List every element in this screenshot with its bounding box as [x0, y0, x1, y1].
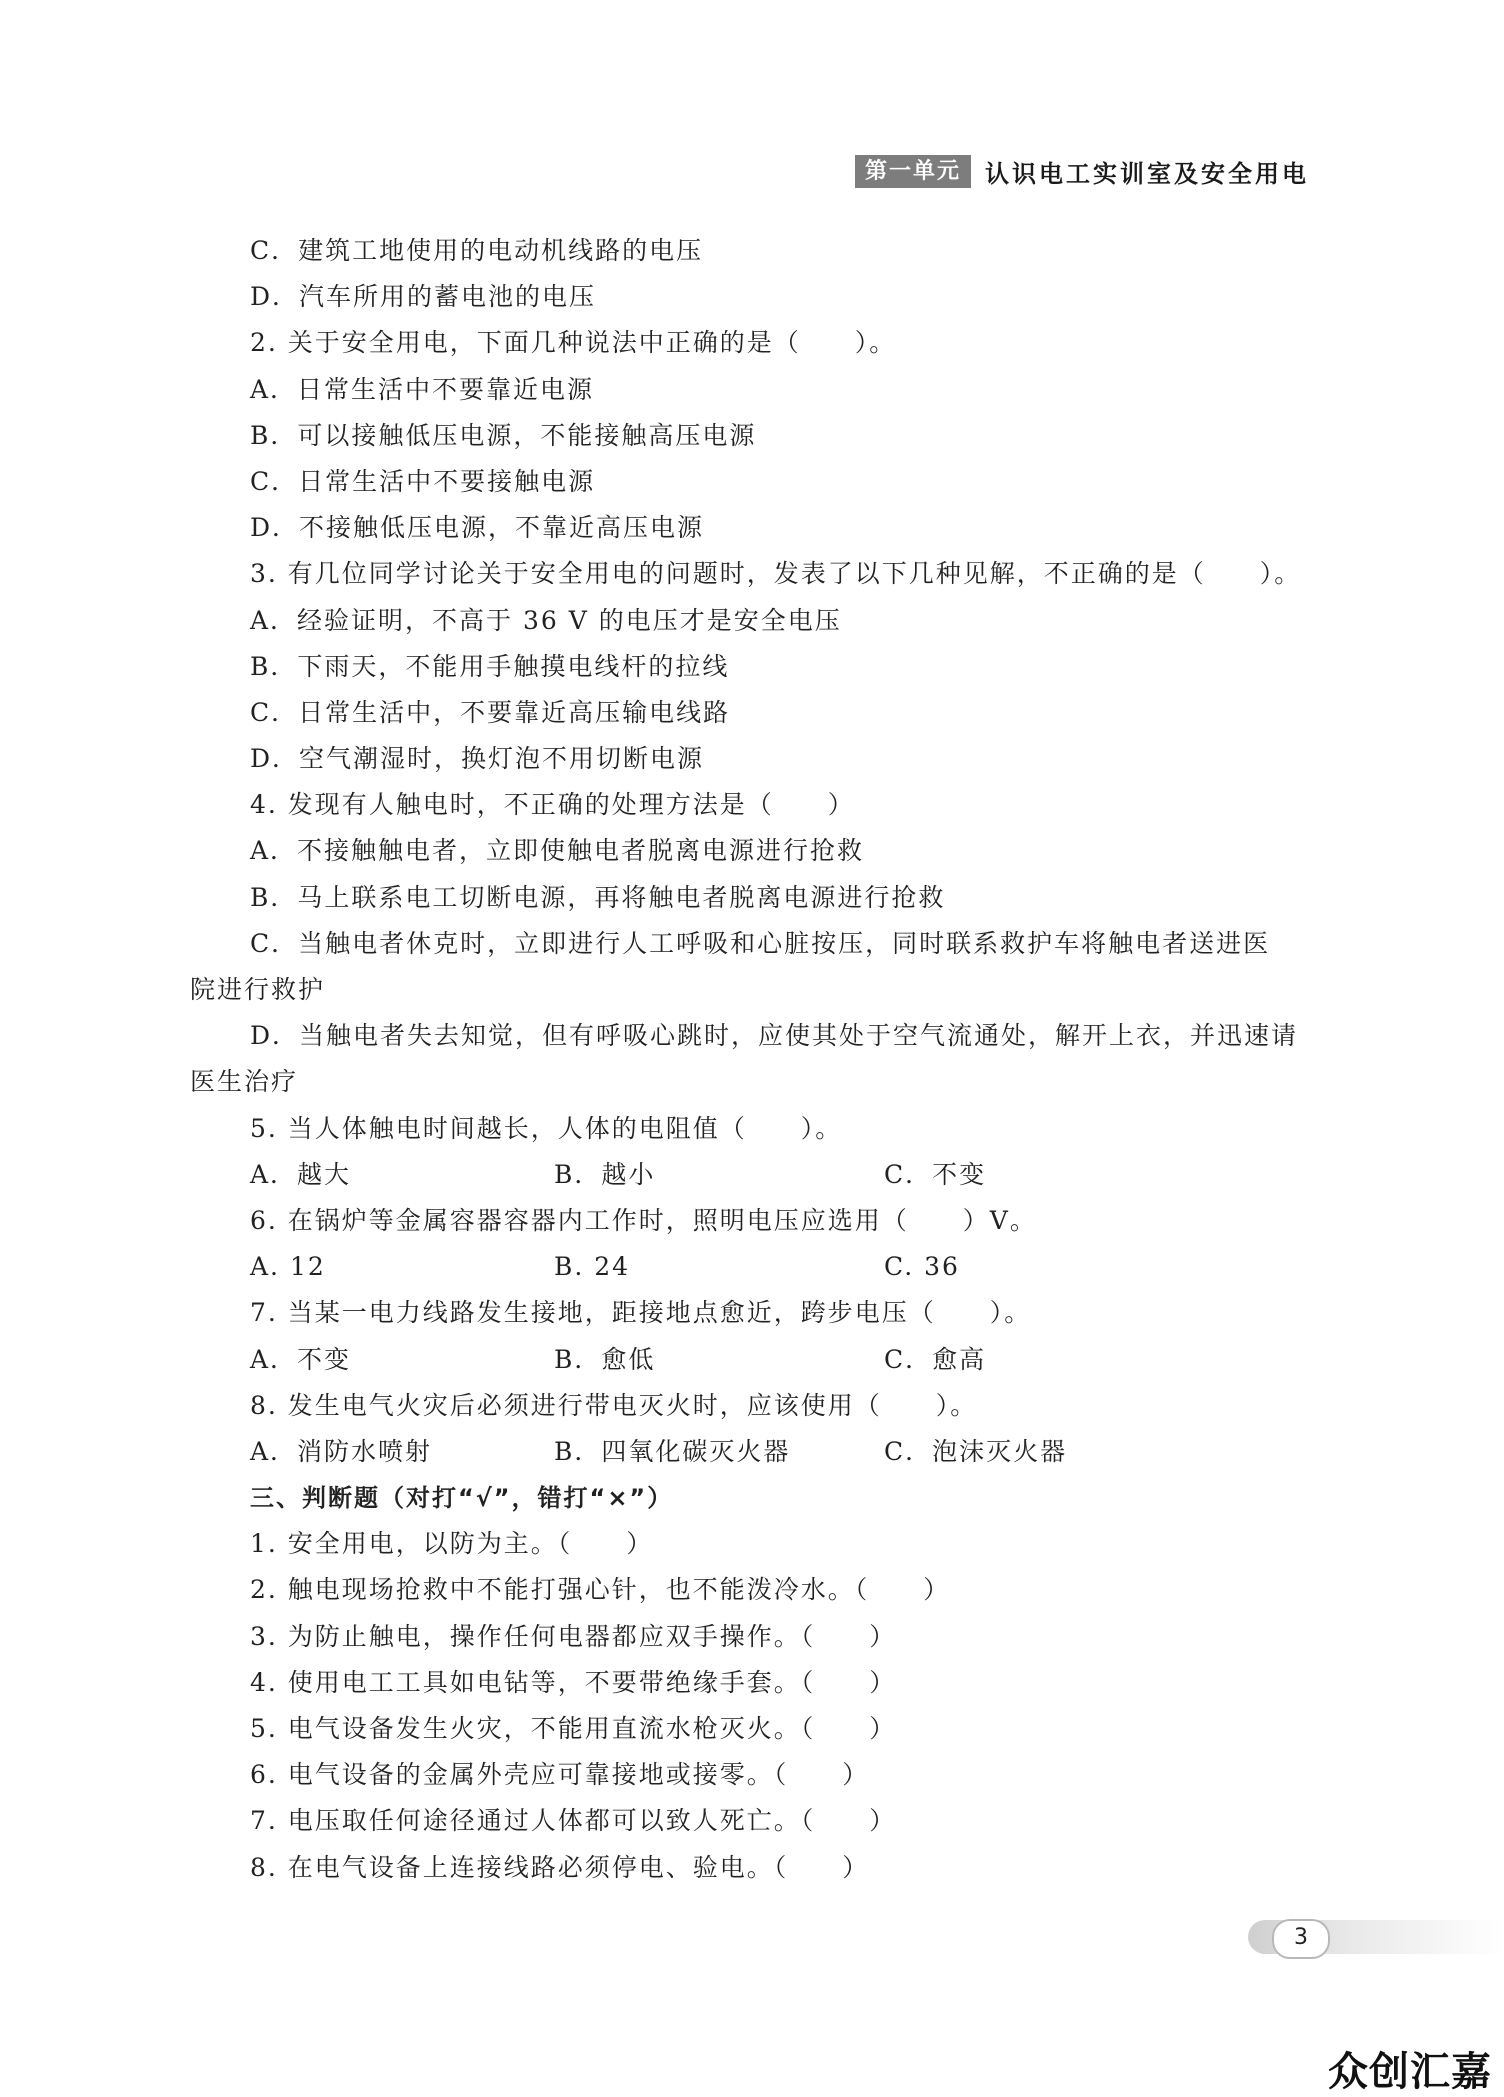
- question-5: 5. 当人体触电时间越长，人体的电阻值（ ）。: [250, 1113, 843, 1143]
- question-8: 8. 发生电气火灾后必须进行带电灭火时，应该使用（ ）。: [250, 1390, 978, 1420]
- option-text: C．当触电者休克时，立即进行人工呼吸和心脏按压，同时联系救护车将触电者送进医: [250, 928, 1271, 958]
- judgment-item: 2. 触电现场抢救中不能打强心针，也不能泼冷水。（ ）: [250, 1575, 951, 1605]
- option-text: D．空气潮湿时，换灯泡不用切断电源: [250, 744, 705, 774]
- options-row: [190, 1244, 1330, 1290]
- unit-title: 认识电工实训室及安全用电: [985, 160, 1310, 188]
- option-b: B．越小: [554, 1159, 656, 1189]
- question-7: 7. 当某一电力线路发生接地，距接地点愈近，跨步电压（ ）。: [250, 1298, 1032, 1328]
- option-text: D．当触电者失去知觉，但有呼吸心跳时，应使其处于空气流通处，解开上衣，并迅速请: [250, 1021, 1299, 1051]
- option-text: D．汽车所用的蓄电池的电压: [250, 282, 597, 312]
- option-c: C．愈高: [884, 1344, 987, 1374]
- option-text: A．日常生活中不要靠近电源: [250, 374, 595, 404]
- option-text: C．日常生活中不要接触电源: [250, 466, 596, 496]
- options-row: [190, 1152, 1330, 1198]
- option-c: C．不变: [884, 1159, 987, 1189]
- question-3: 3. 有几位同学讨论关于安全用电的问题时，发表了以下几种见解，不正确的是（ ）。: [250, 559, 1302, 589]
- options-row: [190, 1429, 1330, 1475]
- option-a: A．消防水喷射: [250, 1436, 433, 1466]
- option-b: B．四氧化碳灭火器: [554, 1436, 791, 1466]
- judgment-item: 8. 在电气设备上连接线路必须停电、验电。（ ）: [250, 1852, 870, 1882]
- option-text: B．下雨天，不能用手触摸电线杆的拉线: [250, 651, 730, 681]
- option-text-continued: 院进行救护: [190, 975, 326, 1004]
- option-text: C．日常生活中，不要靠近高压输电线路: [250, 697, 731, 727]
- judgment-item: 3. 为防止触电，操作任何电器都应双手操作。（ ）: [250, 1621, 897, 1651]
- question-6: 6. 在锅炉等金属容器容器内工作时，照明电压应选用（ ）V。: [250, 1205, 1037, 1235]
- option-a: A. 12: [250, 1252, 326, 1282]
- watermark-logo: 众创汇嘉: [1328, 2049, 1492, 2095]
- option-text: D．不接触低压电源，不靠近高压电源: [250, 513, 705, 543]
- judgment-item: 7. 电压取任何途径通过人体都可以致人死亡。（ ）: [250, 1806, 897, 1836]
- option-text: A．不接触触电者，立即使触电者脱离电源进行抢救: [250, 836, 865, 866]
- unit-header: [855, 155, 1309, 188]
- option-text: C．建筑工地使用的电动机线路的电压: [250, 236, 704, 265]
- judgment-item: 1. 安全用电，以防为主。（ ）: [250, 1529, 654, 1559]
- question-2: 2. 关于安全用电，下面几种说法中正确的是（ ）。: [250, 328, 897, 358]
- option-b: B. 24: [554, 1252, 631, 1282]
- judgment-item: 5. 电气设备发生火灾，不能用直流水枪灭火。（ ）: [250, 1714, 897, 1743]
- option-text-continued: 医生治疗: [190, 1067, 299, 1097]
- option-c: C. 36: [884, 1252, 960, 1282]
- option-c: C．泡沫灭火器: [884, 1436, 1068, 1466]
- option-b: B．愈低: [554, 1344, 656, 1374]
- judgment-item: 4. 使用电工工具如电钻等，不要带绝缘手套。（ ）: [250, 1667, 897, 1697]
- option-a: A．不变: [250, 1344, 352, 1374]
- option-text: B．可以接触低压电源，不能接触高压电源: [250, 420, 757, 450]
- judgment-item: 6. 电气设备的金属外壳应可靠接地或接零。（ ）: [250, 1760, 870, 1790]
- option-a: A．越大: [250, 1159, 352, 1189]
- option-text: A．经验证明，不高于 36 V 的电压才是安全电压: [250, 605, 842, 635]
- page-number: 3: [1272, 1919, 1330, 1959]
- option-text: B．马上联系电工切断电源，再将触电者脱离电源进行抢救: [250, 882, 946, 912]
- question-4: 4. 发现有人触电时，不正确的处理方法是（ ）: [250, 790, 855, 820]
- section-heading: 三、判断题（对打“√”，错打“×”）: [250, 1484, 674, 1513]
- options-row: [190, 1337, 1330, 1383]
- unit-badge: 第一单元: [855, 155, 971, 188]
- page-content: [190, 228, 1330, 1891]
